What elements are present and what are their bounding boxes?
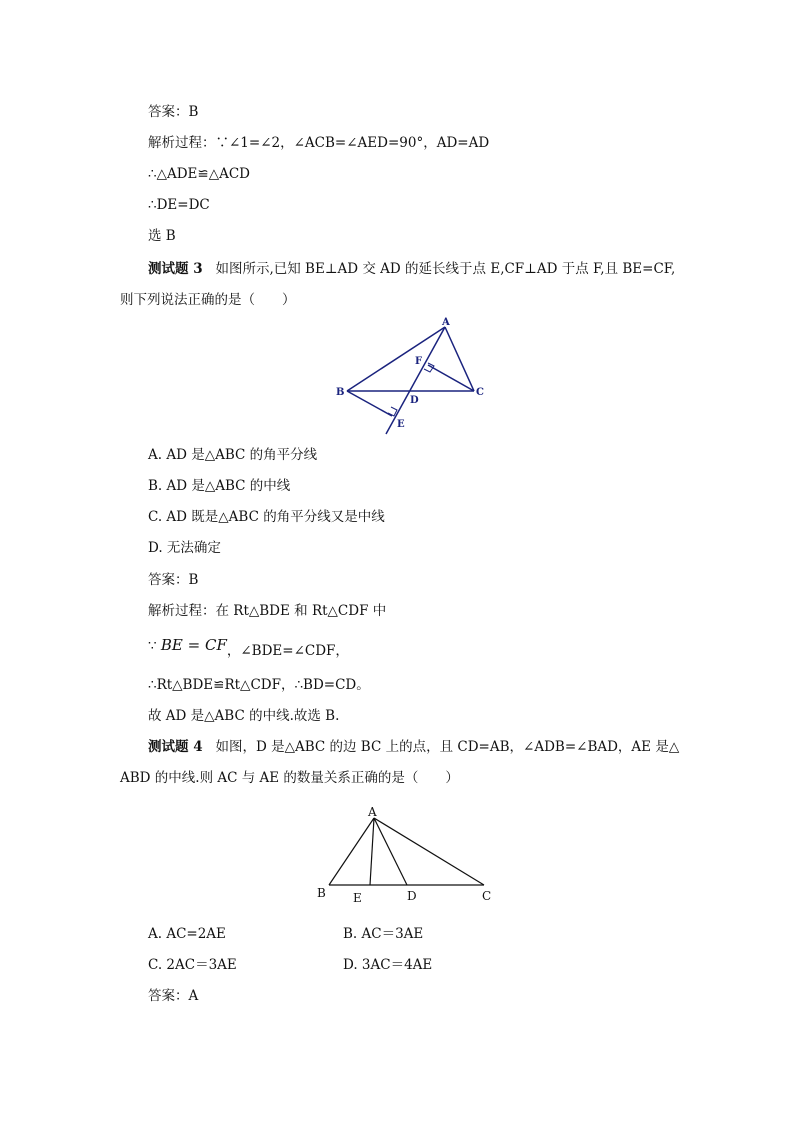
because-line-3 [148, 636, 349, 659]
therefore-text-3: ∴Rt△BDE≌Rt△CDF，∴BD=CD。 [148, 677, 370, 693]
point-label-b-4: B [317, 886, 326, 900]
option-3-b: B. AD 是△ABC 的中线 [148, 478, 291, 494]
answer-text-1: 答案：B [148, 104, 199, 120]
option-3-a: A. AD 是△ABC 的角平分线 [148, 447, 318, 463]
answer-text-4: 答案：A [148, 988, 199, 1004]
analysis-text-3: 解析过程：在 Rt△BDE 和 Rt△CDF 中 [148, 603, 387, 619]
point-label-e-4: E [353, 891, 362, 905]
point-label-d: D [410, 395, 419, 406]
choose-text-1: 选 B [148, 228, 176, 244]
step-text-2: ∴DE=DC [148, 197, 210, 213]
segment-ab-4 [329, 818, 374, 885]
option-4-a: A. AC=2AE [148, 926, 226, 942]
segment-ae-line [386, 327, 445, 434]
point-label-d-4: D [407, 889, 417, 903]
answer-text-3: 答案：B [148, 572, 199, 588]
point-label-e: E [397, 419, 405, 430]
triangle-diagram-4 [310, 800, 500, 908]
right-angle-mark-f [424, 363, 434, 372]
point-label-c-4: C [482, 889, 492, 903]
point-label-a: A [442, 317, 450, 328]
question-4-text-2: ABD 的中线.则 AC 与 AE 的数量关系正确的是（ ） [120, 770, 459, 786]
segment-ab [347, 327, 445, 391]
segment-be [347, 391, 392, 416]
conclusion-text-3: 故 AD 是△ABC 的中线.故选 B. [148, 708, 340, 724]
point-label-c: C [476, 387, 484, 398]
segment-ae-4 [370, 818, 374, 885]
question-3-text-1: 如图所示,已知 BE⊥AD 交 AD 的延长线于点 E,CF⊥AD 于点 F,且 BE=CF, [215, 261, 676, 277]
triangle-diagram-3 [330, 312, 500, 440]
point-label-f: F [415, 356, 423, 367]
question-4-label: 测试题 4 [148, 739, 203, 755]
because-rest-text: ，∠BDE=∠CDF， [226, 643, 349, 659]
question-4-text-1: 如图，D 是△ABC 的边 BC 上的点，且 CD=AB，∠ADB=∠BAD，AE 是△ [215, 739, 680, 755]
option-3-c: C. AD 既是△ABC 的角平分线又是中线 [148, 509, 385, 525]
question-3-line-1 [148, 260, 675, 278]
segment-ac [445, 327, 474, 391]
point-label-a-4: A [368, 805, 377, 819]
question-3-text-2: 则下列说法正确的是（ ） [120, 292, 296, 308]
option-4-b: B. AC＝3AE [343, 926, 424, 942]
analysis-text-1: 解析过程：∵∠1=∠2，∠ACB=∠AED=90°，AD=AD [148, 135, 490, 151]
because-symbol: ∵ [148, 638, 157, 654]
segment-cf [428, 365, 474, 391]
math-be-equals-cf: BE = CF [160, 636, 227, 654]
step-text-1: ∴△ADE≌△ACD [148, 166, 250, 182]
figure-question-3 [330, 312, 500, 444]
point-label-b: B [336, 387, 345, 398]
figure-question-4 [310, 800, 500, 912]
option-4-c: C. 2AC＝3AE [148, 957, 237, 973]
option-4-d: D. 3AC＝4AE [343, 957, 433, 973]
question-3-label: 测试题 3 [148, 261, 203, 277]
option-3-d: D. 无法确定 [148, 540, 221, 556]
question-4-line-1 [148, 738, 679, 756]
